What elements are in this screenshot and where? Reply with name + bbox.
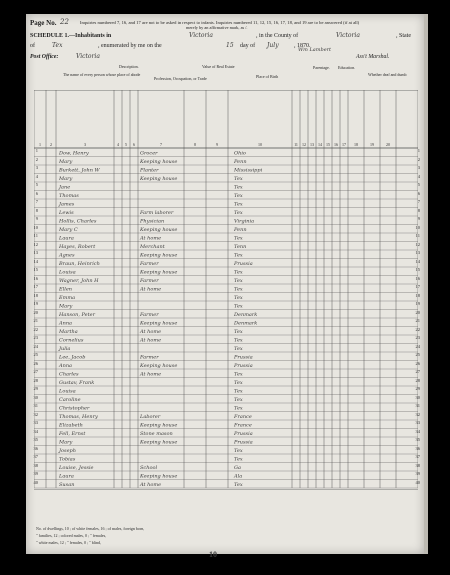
row-number: 40 <box>33 479 38 485</box>
row-number: 15 <box>415 267 420 272</box>
census-birthplace: Tex <box>234 397 243 403</box>
summary-line-1: No. of dwellings, 10 ; of white females, 16 ; of males, foreign born, <box>36 526 145 531</box>
census-birthplace: Prussia <box>234 439 253 446</box>
census-occupation: Keeping house <box>140 159 178 165</box>
census-occupation: School <box>140 465 158 471</box>
col-18-heading: Whether deaf and dumb <box>368 72 407 77</box>
census-birthplace: Prussia <box>234 363 253 369</box>
census-name: Martha <box>59 329 78 335</box>
day-of-label: day of <box>240 43 256 49</box>
census-birthplace: Mississippi <box>234 167 263 174</box>
census-name: Braun, Heinrich <box>59 261 100 267</box>
row-number: 19 <box>415 301 420 306</box>
column-number: 12 <box>302 142 306 147</box>
col-7-heading: Profession, Occupation, or Trade <box>154 76 207 81</box>
row-number: 8 <box>35 207 38 213</box>
row-number: 1 <box>35 148 38 153</box>
census-birthplace: Tex <box>234 303 243 310</box>
census-name: Emma <box>59 295 76 301</box>
row-number: 8 <box>417 207 420 213</box>
census-occupation: Keeping house <box>140 176 178 182</box>
page-summary <box>36 525 144 546</box>
row-number: 25 <box>33 352 38 357</box>
column-number: 11 <box>294 142 298 147</box>
row-number: 28 <box>33 377 38 383</box>
census-occupation: Grocer <box>140 150 158 157</box>
row-number: 21 <box>415 318 420 323</box>
census-occupation: Keeping house <box>140 252 178 259</box>
census-name: Anna <box>59 363 73 369</box>
census-name: Louise, Jessie <box>59 465 94 471</box>
census-birthplace: Penn <box>234 159 247 165</box>
census-name: Joseph <box>59 448 76 454</box>
column-number: 1 <box>39 142 41 147</box>
marshal-signature: Wm Lambert <box>298 47 332 53</box>
row-number: 23 <box>415 335 420 340</box>
row-number: 26 <box>33 360 38 366</box>
census-name: Julia <box>59 346 71 352</box>
row-number: 5 <box>35 182 38 187</box>
row-number: 26 <box>415 360 420 366</box>
census-occupation: Stone mason <box>140 431 173 437</box>
state-value: Tex <box>52 42 63 49</box>
row-number: 20 <box>415 309 420 315</box>
column-number: 8 <box>194 142 196 147</box>
census-birthplace: Tex <box>234 388 243 395</box>
census-page <box>26 14 428 559</box>
census-birthplace: Tex <box>234 252 243 259</box>
census-grid <box>34 90 418 490</box>
column-number: 6 <box>133 142 135 147</box>
row-number: 31 <box>415 403 420 408</box>
census-birthplace: Tex <box>234 193 243 199</box>
census-birthplace: Tex <box>234 184 243 191</box>
row-number: 11 <box>33 233 38 238</box>
census-name: Hollis, Charles <box>59 218 97 225</box>
row-number: 29 <box>33 386 38 391</box>
enumerated-label: , enumerated by me on the <box>98 43 162 49</box>
census-birthplace: Prussia <box>234 431 253 437</box>
census-birthplace: Prussia <box>234 261 253 267</box>
row-number: 39 <box>415 471 420 476</box>
row-number: 28 <box>415 377 420 383</box>
census-name: Thomas <box>59 193 79 199</box>
row-number: 35 <box>33 437 38 442</box>
town-value: Victoria <box>189 32 213 39</box>
asst-marshal-label: Ass't Marshal. <box>356 54 390 60</box>
row-number: 31 <box>33 403 38 408</box>
census-birthplace: Tex <box>234 337 243 344</box>
row-number: 27 <box>415 369 420 374</box>
census-birthplace: Tex <box>234 176 243 182</box>
page-no-value: 22 <box>60 18 69 26</box>
census-occupation: Keeping house <box>140 227 178 233</box>
census-birthplace: Ala <box>234 473 243 480</box>
row-numbers-right <box>410 148 420 488</box>
day-value: 15 <box>226 42 234 49</box>
row-number: 38 <box>33 462 38 468</box>
row-number: 6 <box>417 190 420 196</box>
row-number: 7 <box>417 199 420 204</box>
row-number: 30 <box>415 394 420 400</box>
row-number: 6 <box>35 190 38 196</box>
col-description-heading: Description. <box>119 64 139 69</box>
census-name: Mary C <box>59 227 78 233</box>
census-occupation: Farmer <box>140 354 159 361</box>
row-number: 37 <box>33 454 38 459</box>
row-number: 16 <box>33 275 38 281</box>
census-birthplace: Ga <box>234 465 241 471</box>
row-number: 12 <box>415 241 420 247</box>
row-number: 25 <box>415 352 420 357</box>
census-occupation: Keeping house <box>140 320 178 327</box>
census-occupation: Merchant <box>140 244 165 250</box>
row-number: 32 <box>415 411 420 417</box>
census-name: Cornelius <box>59 337 84 344</box>
row-number: 2 <box>35 156 38 162</box>
row-number: 16 <box>415 275 420 281</box>
column-number: 13 <box>310 142 314 147</box>
column-number: 4 <box>117 142 119 147</box>
row-number: 17 <box>33 284 38 289</box>
census-birthplace: Penn <box>234 227 247 233</box>
census-name: Lee, Jacob <box>59 354 86 361</box>
col-value-heading: Value of Real Estate <box>202 64 235 69</box>
column-number: 9 <box>216 142 218 147</box>
census-birthplace: Tex <box>234 346 243 352</box>
row-number: 10 <box>415 224 420 230</box>
census-name: Ellen <box>59 286 73 293</box>
col-3-heading: The name of every person whose place of abode <box>63 72 141 77</box>
census-birthplace: Tex <box>234 269 243 276</box>
census-birthplace: France <box>234 422 252 429</box>
census-name: Burkett, John W <box>59 167 100 174</box>
census-name: Mary <box>59 176 73 182</box>
row-number: 7 <box>35 199 38 204</box>
census-name: Elizabeth <box>59 422 83 429</box>
row-number: 27 <box>33 369 38 374</box>
census-name: Fell, Ernst <box>59 431 86 437</box>
row-number: 13 <box>415 250 420 255</box>
census-birthplace: Tex <box>234 295 243 301</box>
census-birthplace: Tex <box>234 405 243 412</box>
post-office-value: Victoria <box>76 53 100 60</box>
row-number: 22 <box>33 326 38 332</box>
census-birthplace: Tex <box>234 201 243 208</box>
census-name: Laura <box>59 235 74 242</box>
census-birthplace: Prussia <box>234 354 253 361</box>
census-name: Hanson, Peter <box>59 312 95 318</box>
row-number: 2 <box>417 156 420 162</box>
census-occupation: At home <box>140 482 162 488</box>
census-name: Anna <box>59 320 73 327</box>
census-name: Laura <box>59 473 74 480</box>
census-birthplace: Denmark <box>234 320 258 327</box>
column-number: 5 <box>125 142 127 147</box>
census-birthplace: France <box>234 414 252 420</box>
col-parentage-heading: Parentage. <box>313 65 330 70</box>
row-number: 29 <box>415 386 420 391</box>
of-label: of <box>30 43 35 49</box>
census-name: Louisa <box>59 388 76 395</box>
census-name: Wagner, John H <box>59 278 99 284</box>
summary-line-2: " families, 12 ; colored males, 0 ; " females, <box>36 533 107 538</box>
row-number: 4 <box>417 173 420 179</box>
census-birthplace: Tex <box>234 235 243 242</box>
bottom-stamp-number: 10 <box>209 550 217 559</box>
row-number: 39 <box>33 471 38 476</box>
census-name: Charles <box>59 371 79 378</box>
census-occupation: At home <box>140 329 162 335</box>
census-occupation: At home <box>140 235 162 242</box>
census-birthplace: Ohio <box>234 150 246 157</box>
census-birthplace: Denmark <box>234 312 258 318</box>
row-number: 10 <box>33 224 38 230</box>
census-birthplace: Tex <box>234 210 243 216</box>
row-number: 14 <box>33 258 38 264</box>
row-number: 13 <box>33 250 38 255</box>
row-number: 40 <box>415 479 420 485</box>
census-occupation: Keeping house <box>140 363 178 369</box>
col-10-heading: Place of Birth <box>256 74 279 79</box>
row-number: 9 <box>35 216 38 221</box>
row-number: 36 <box>33 445 38 451</box>
column-number: 14 <box>318 142 322 147</box>
row-number: 38 <box>415 462 420 468</box>
census-name: Jane <box>59 184 71 191</box>
inquiries-note-2: merely by an affirmative mark, as /. <box>186 25 248 30</box>
column-number: 17 <box>342 142 346 147</box>
census-occupation: Planter <box>140 167 159 174</box>
row-number: 11 <box>415 233 420 238</box>
census-birthplace: Tex <box>234 278 243 284</box>
census-occupation: Keeping house <box>140 439 178 446</box>
post-office-label: Post Office: <box>30 54 59 60</box>
census-name: Hayes, Robert <box>59 244 96 250</box>
row-number: 34 <box>33 428 38 434</box>
inquiries-note: Inquiries numbered 7, 16, and 17 are not to be asked in respect to infants. Inquiries numbered 11, 12, 15, 16, 17, 18, and 19 are to be answered (if at all) <box>80 20 360 25</box>
county-label: , in the County of <box>256 33 299 39</box>
row-number: 4 <box>35 173 38 179</box>
month-value: July <box>267 42 279 49</box>
census-birthplace: Tex <box>234 482 243 488</box>
state-label: , State <box>396 33 411 39</box>
census-occupation: At home <box>140 371 162 378</box>
row-numbers-left <box>28 148 38 488</box>
census-birthplace: Tex <box>234 286 243 293</box>
column-number: 18 <box>354 142 358 147</box>
census-birthplace: Tex <box>234 456 243 463</box>
row-number: 18 <box>33 292 38 298</box>
census-birthplace: Tex <box>234 380 243 386</box>
column-number: 2 <box>50 142 52 147</box>
census-name: Lewis <box>59 210 74 216</box>
row-number: 1 <box>417 148 420 153</box>
row-number: 19 <box>33 301 38 306</box>
row-number: 37 <box>415 454 420 459</box>
census-occupation: Farmer <box>140 278 159 284</box>
census-name: Caroline <box>59 397 81 403</box>
row-number: 23 <box>33 335 38 340</box>
census-name: Gustav, Frank <box>59 380 95 386</box>
grid-lines <box>34 90 418 490</box>
column-number: 16 <box>334 142 338 147</box>
census-name: Mary <box>59 159 73 165</box>
census-name: Christopher <box>59 405 90 412</box>
row-number: 21 <box>33 318 38 323</box>
column-number: 10 <box>258 142 262 147</box>
census-name: Mary <box>59 303 73 310</box>
row-number: 30 <box>33 394 38 400</box>
row-number: 24 <box>415 343 420 349</box>
census-name: Thomas, Henry <box>59 414 98 420</box>
census-occupation: Farmer <box>140 261 159 267</box>
census-occupation: Keeping house <box>140 269 178 276</box>
row-number: 20 <box>33 309 38 315</box>
column-number: 3 <box>84 142 86 147</box>
census-birthplace: Tex <box>234 371 243 378</box>
row-number: 36 <box>415 445 420 451</box>
census-name: James <box>59 201 75 208</box>
row-number: 34 <box>415 428 420 434</box>
column-number: 20 <box>386 142 390 147</box>
row-number: 9 <box>417 216 420 221</box>
column-number: 7 <box>160 142 162 147</box>
census-occupation: At home <box>140 337 162 344</box>
census-occupation: Laborer <box>140 414 161 420</box>
row-number: 18 <box>415 292 420 298</box>
row-number: 3 <box>417 165 420 170</box>
census-occupation: Physician <box>140 218 165 225</box>
row-number: 35 <box>415 437 420 442</box>
census-name: Louisa <box>59 269 76 276</box>
row-number: 14 <box>415 258 420 264</box>
census-birthplace: Tex <box>234 448 243 454</box>
census-name: Dow, Henry <box>59 150 89 157</box>
county-value: Victoria <box>336 32 360 39</box>
census-name: Mary <box>59 439 73 446</box>
column-number: 15 <box>326 142 330 147</box>
row-number: 22 <box>415 326 420 332</box>
census-name: Tobias <box>59 456 76 463</box>
row-number: 3 <box>35 165 38 170</box>
column-number: 19 <box>370 142 374 147</box>
row-number: 32 <box>33 411 38 417</box>
row-number: 15 <box>33 267 38 272</box>
census-birthplace: Virginia <box>234 218 255 225</box>
census-birthplace: Tenn <box>234 244 247 250</box>
census-occupation: Keeping house <box>140 473 178 480</box>
census-name: Susan <box>59 482 75 488</box>
census-occupation: Farm laborer <box>140 210 174 216</box>
census-occupation: Farmer <box>140 312 159 318</box>
census-name: Agnes <box>59 252 75 259</box>
census-occupation: Keeping house <box>140 422 178 429</box>
row-number: 24 <box>33 343 38 349</box>
row-number: 5 <box>417 182 420 187</box>
summary-line-3: " white males, 12 ; " females, 0 ; " blind, <box>36 540 101 545</box>
schedule-title: SCHEDULE 1.—Inhabitants in <box>30 33 112 39</box>
page-no-label: Page No. <box>30 19 57 27</box>
census-occupation: At home <box>140 286 162 293</box>
row-number: 12 <box>33 241 38 247</box>
row-number: 33 <box>415 420 420 425</box>
row-number: 33 <box>33 420 38 425</box>
col-education-heading: Education. <box>338 65 356 70</box>
row-number: 17 <box>415 284 420 289</box>
census-birthplace: Tex <box>234 329 243 335</box>
year-value: , 1870. <box>294 43 311 49</box>
